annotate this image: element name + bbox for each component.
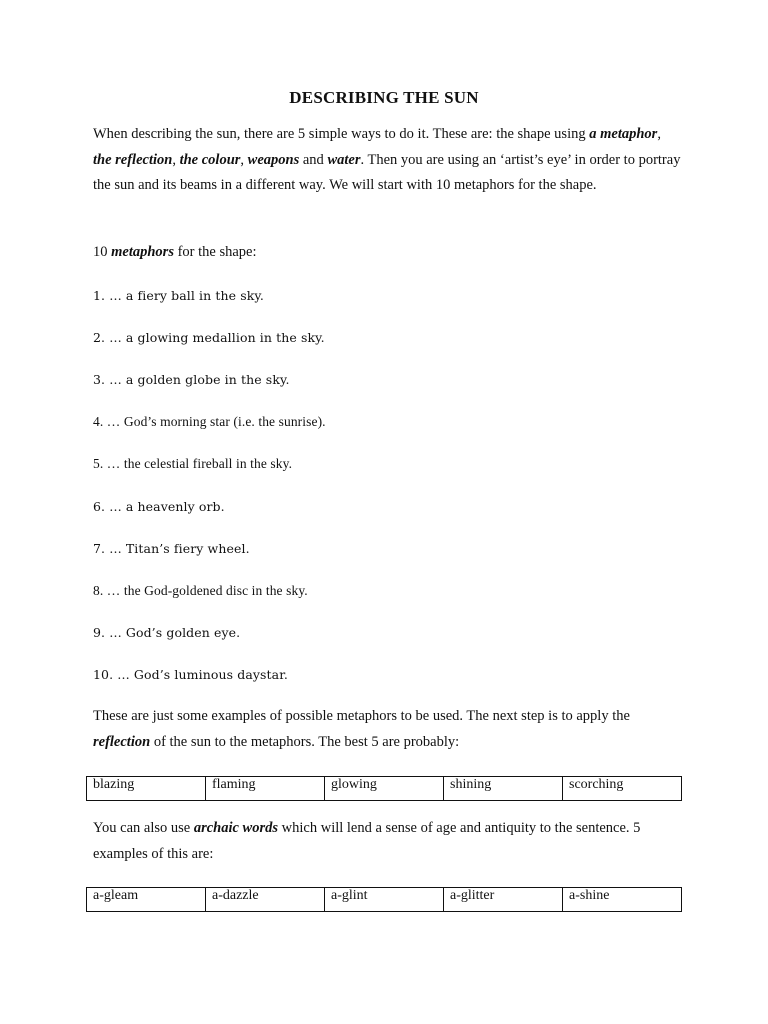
metaphor-item: 9. … God’s golden eye. — [93, 625, 241, 640]
intro-text: , — [240, 151, 248, 168]
table-cell: a-shine — [563, 888, 682, 912]
reflection-text: of the sun to the metaphors. The best 5 are probably: — [150, 733, 460, 750]
intro-emphasis-metaphor: a metaphor — [589, 126, 658, 142]
intro-text: , — [172, 151, 180, 168]
table-cell: shining — [444, 777, 563, 801]
intro-emphasis-weapons: weapons — [247, 151, 300, 168]
intro-paragraph — [93, 122, 683, 199]
metaphors-heading — [93, 240, 683, 266]
metaphor-item: 7. … Titan’s fiery wheel. — [93, 541, 250, 556]
table-cell: glowing — [325, 777, 444, 801]
table-row — [87, 888, 682, 912]
table-cell: blazing — [87, 777, 206, 801]
table-cell: flaming — [206, 777, 325, 801]
metaphor-item: 6. … a heavenly orb. — [93, 499, 225, 514]
page-title: DESCRIBING THE SUN — [289, 88, 479, 107]
archaic-text: which will lend a sense of age and antiquity to the sentence. 5 examples of this are: — [93, 820, 641, 862]
metaphor-item: 5. … the celestial fireball in the sky. — [93, 456, 293, 471]
archaic-words-table — [86, 887, 682, 912]
intro-emphasis-reflection: the reflection — [93, 151, 173, 168]
table-cell: a-dazzle — [206, 888, 325, 912]
intro-emphasis-colour: the colour — [179, 151, 241, 168]
heading-text: 10 — [93, 244, 112, 260]
intro-text: , — [657, 126, 661, 142]
heading-text: for the shape: — [173, 244, 257, 260]
reflection-emphasis: reflection — [93, 733, 151, 750]
intro-emphasis-water: water — [327, 151, 361, 168]
reflection-paragraph — [93, 704, 683, 755]
metaphor-item: 8. … the God-goldened disc in the sky. — [93, 583, 308, 598]
table-cell: scorching — [563, 777, 682, 801]
metaphor-item: 2. … a glowing medallion in the sky. — [93, 330, 325, 345]
metaphor-item: 3. … a golden globe in the sky. — [93, 372, 290, 387]
intro-text: When describing the sun, there are 5 simple ways to do it. These are: the shape using — [93, 126, 590, 142]
metaphor-item: 4. … God’s morning star (i.e. the sunrise). — [93, 414, 326, 429]
archaic-paragraph — [93, 816, 683, 867]
table-cell: a-glint — [325, 888, 444, 912]
archaic-emphasis: archaic words — [193, 820, 279, 836]
metaphor-item: 1. … a fiery ball in the sky. — [93, 288, 264, 303]
heading-emphasis: metaphors — [111, 244, 174, 260]
metaphor-item: 10. … God’s luminous daystar. — [93, 667, 288, 682]
intro-text: and — [299, 151, 328, 168]
archaic-text: You can also use — [93, 820, 194, 836]
reflection-words-table — [86, 776, 682, 801]
intro-text: . Then you are using an ‘artist’s eye’ in order to portray the sun and its beams in a different way. We will start with 10 metaphors for the shape. — [93, 151, 681, 193]
table-cell: a-glitter — [444, 888, 563, 912]
table-cell: a-gleam — [87, 888, 206, 912]
reflection-text: These are just some examples of possible metaphors to be used. The next step is to apply the — [93, 708, 630, 724]
table-row — [87, 777, 682, 801]
